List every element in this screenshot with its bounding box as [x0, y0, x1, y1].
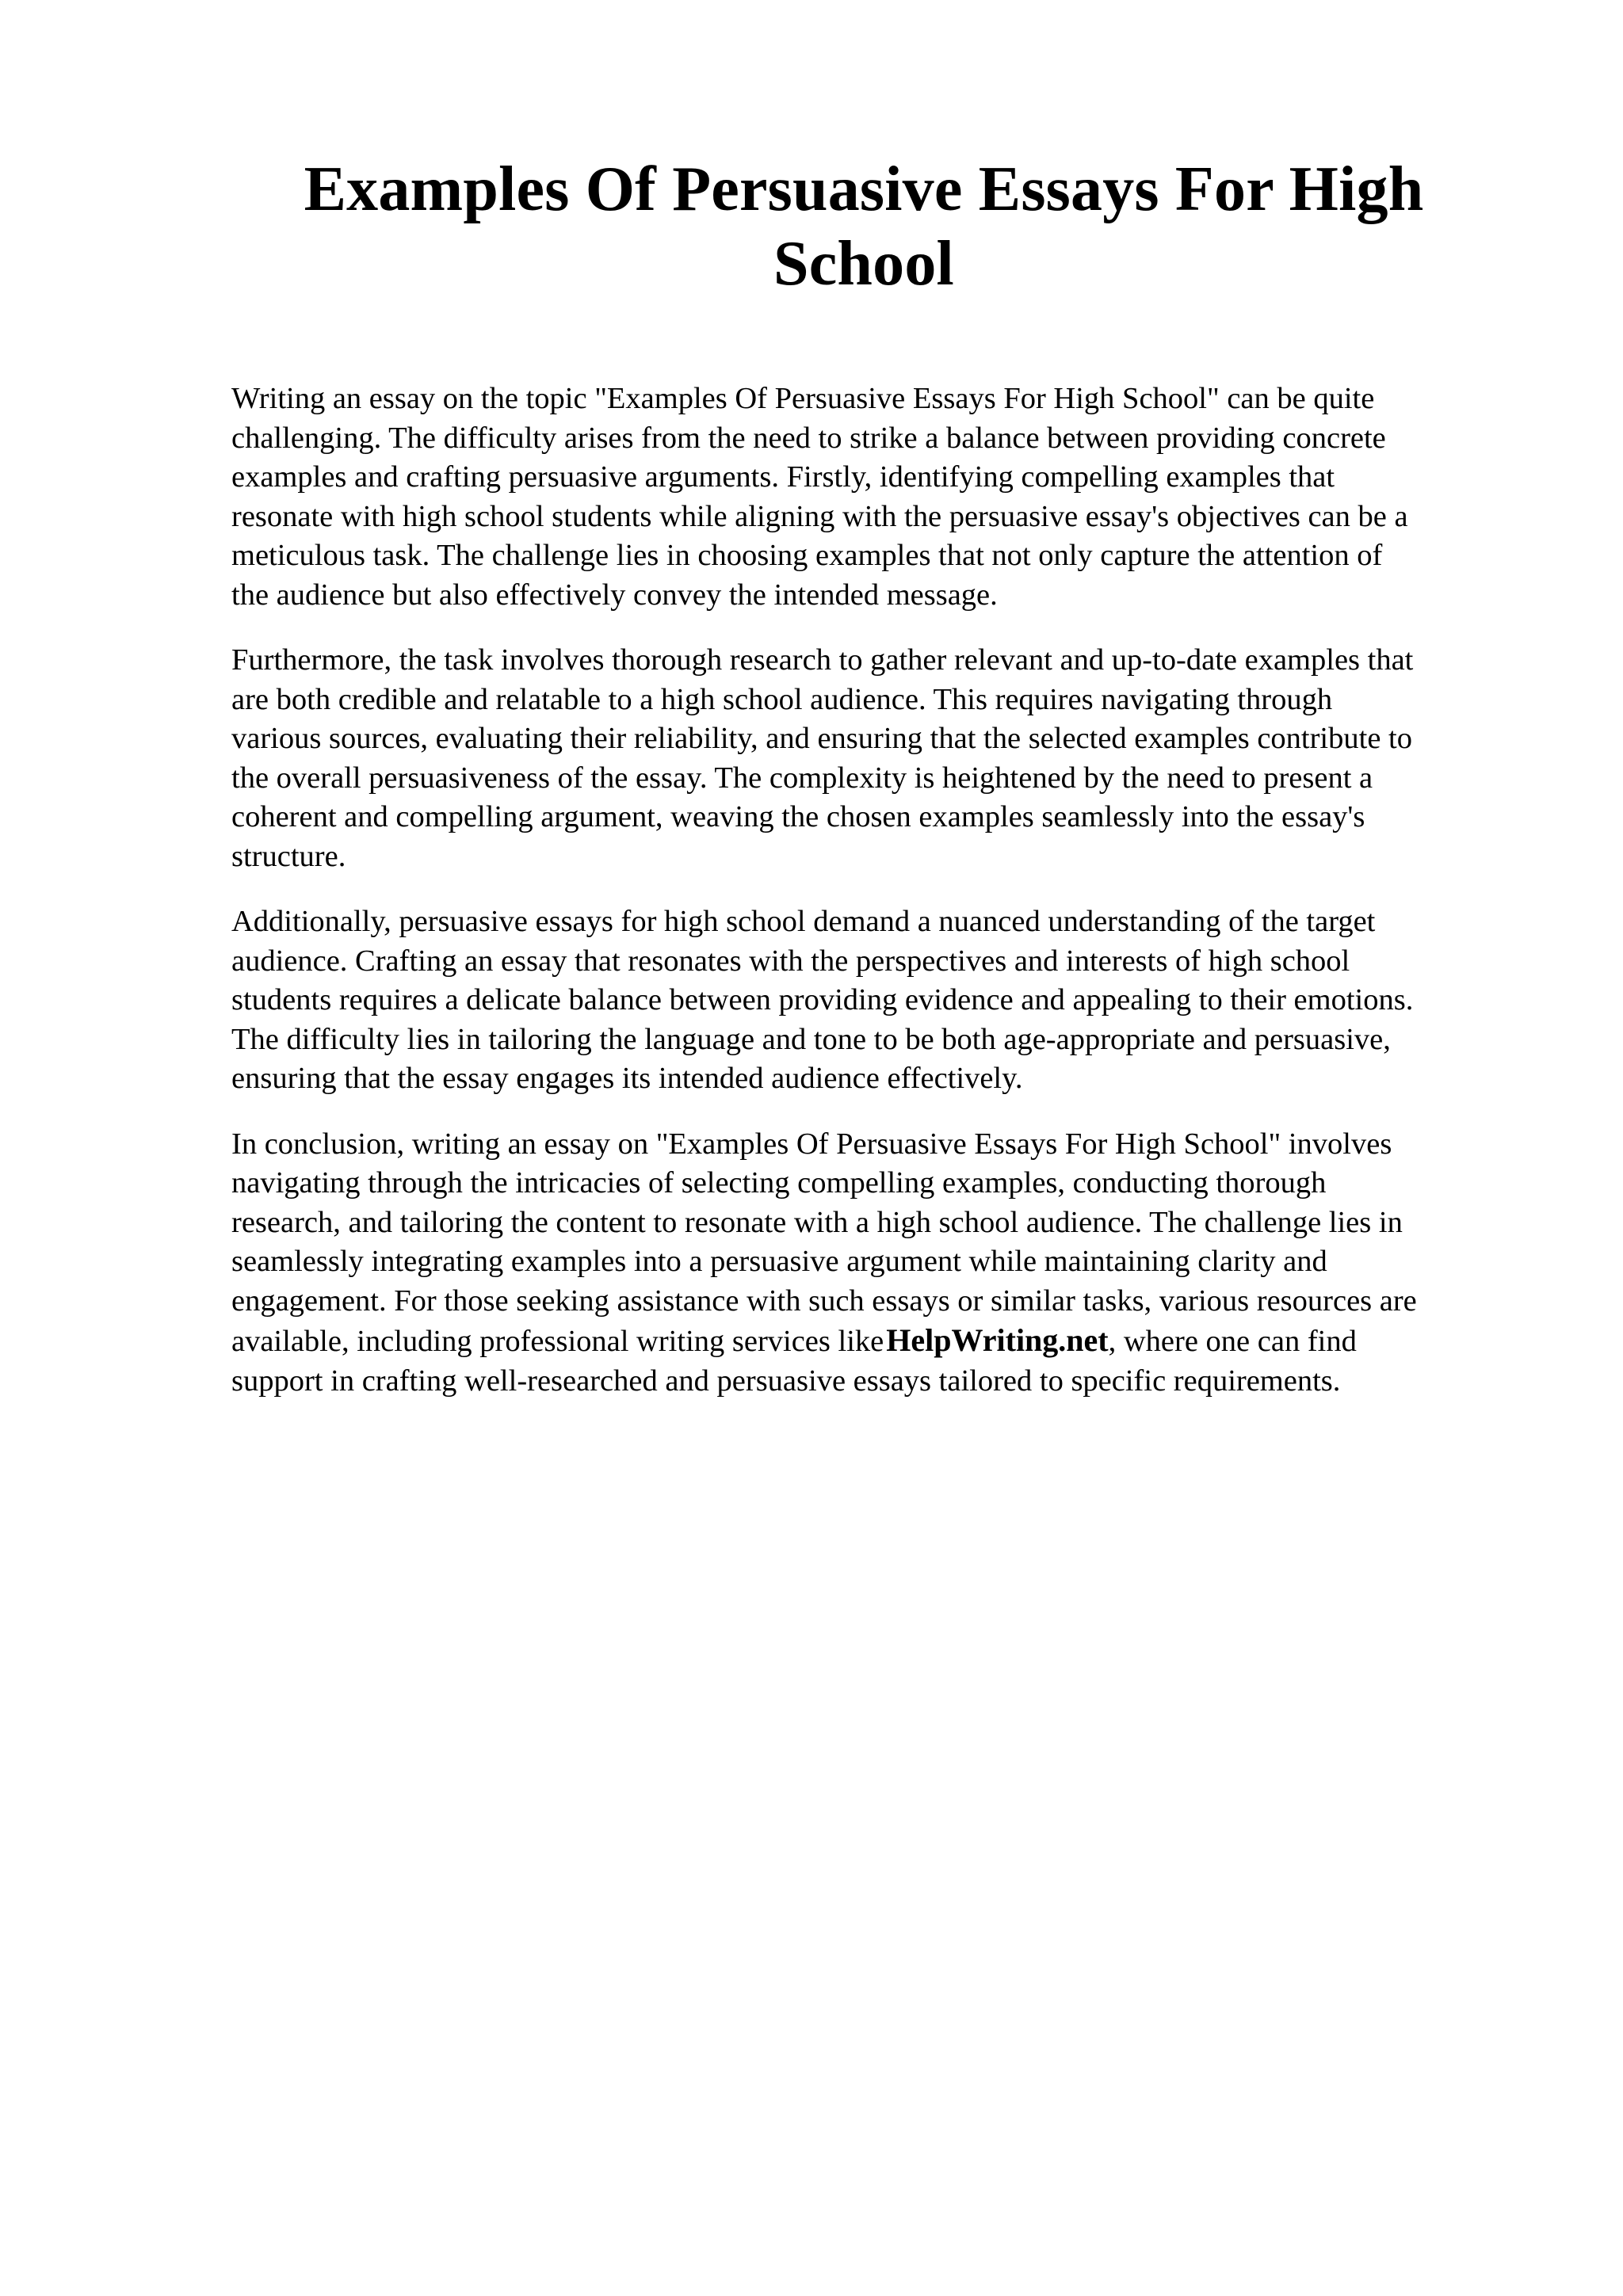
text-line: various sources, evaluating their reliability, and ensuring that the selected examples contribute to — [231, 722, 1412, 755]
helpwriting-link[interactable]: HelpWriting.net — [886, 1322, 1109, 1358]
text-line: In conclusion, writing an essay on "Examples Of Persuasive Essays For High School" involves — [231, 1127, 1392, 1161]
text-line: ensuring that the essay engages its intended audience effectively. — [231, 1062, 1023, 1095]
text-line: Additionally, persuasive essays for high school demand a nuanced understanding of the target — [231, 905, 1376, 938]
text-line: students requires a delicate balance between providing evidence and appealing to their emotions. — [231, 983, 1414, 1016]
text-before-brand: available, including professional writing services like — [231, 1325, 884, 1358]
document-body — [231, 379, 1531, 1427]
text-line: the audience but also effectively convey the intended message. — [231, 578, 998, 612]
text-line: Writing an essay on the topic "Examples Of Persuasive Essays For High School" can be quite — [231, 382, 1375, 415]
text-line: audience. Crafting an essay that resonates with the perspectives and interests of high school — [231, 944, 1350, 978]
text-line: examples and crafting persuasive arguments. Firstly, identifying compelling examples that — [231, 460, 1335, 494]
text-line: research, and tailoring the content to resonate with a high school audience. The challenge lies in — [231, 1205, 1403, 1239]
text-line: support in crafting well-researched and persuasive essays tailored to specific requirements. — [231, 1363, 1341, 1398]
text-line: engagement. For those seeking assistance with such essays or similar tasks, various resources are — [231, 1283, 1417, 1318]
paragraph-1 — [231, 379, 1531, 615]
text-line: are both credible and relatable to a high school audience. This requires navigating through — [231, 682, 1333, 716]
text-line: Furthermore, the task involves thorough research to gather relevant and up-to-date examples that — [231, 643, 1414, 677]
text-after-brand: , where one can find — [1108, 1325, 1357, 1358]
brand-text-line — [231, 1321, 1531, 1362]
text-line: resonate with high school students while aligning with the persuasive essay's objectives can be a — [231, 499, 1408, 533]
text-line: challenging. The difficulty arises from the need to strike a balance between providing concrete — [231, 421, 1386, 455]
text-line: the overall persuasiveness of the essay. The complexity is heightened by the need to present a — [231, 761, 1373, 795]
paragraph-3 — [231, 902, 1531, 1099]
text-line: navigating through the intricacies of selecting compelling examples, conducting thorough — [231, 1166, 1327, 1199]
text-line: coherent and compelling argument, weaving the chosen examples seamlessly into the essay's — [231, 800, 1365, 833]
paragraph-2 — [231, 641, 1531, 876]
title-line: Examples Of Persuasive Essays For High — [304, 154, 1424, 224]
text-line: structure. — [231, 839, 346, 873]
paragraph-4 — [231, 1125, 1531, 1402]
text-line: seamlessly integrating examples into a persuasive argument while maintaining clarity and — [231, 1245, 1327, 1278]
text-line: The difficulty lies in tailoring the language and tone to be both age-appropriate and persuasive, — [231, 1022, 1391, 1056]
title-line: School — [773, 229, 954, 299]
text-line: meticulous task. The challenge lies in choosing examples that not only capture the attention of — [231, 539, 1383, 572]
document-title — [230, 152, 1498, 301]
